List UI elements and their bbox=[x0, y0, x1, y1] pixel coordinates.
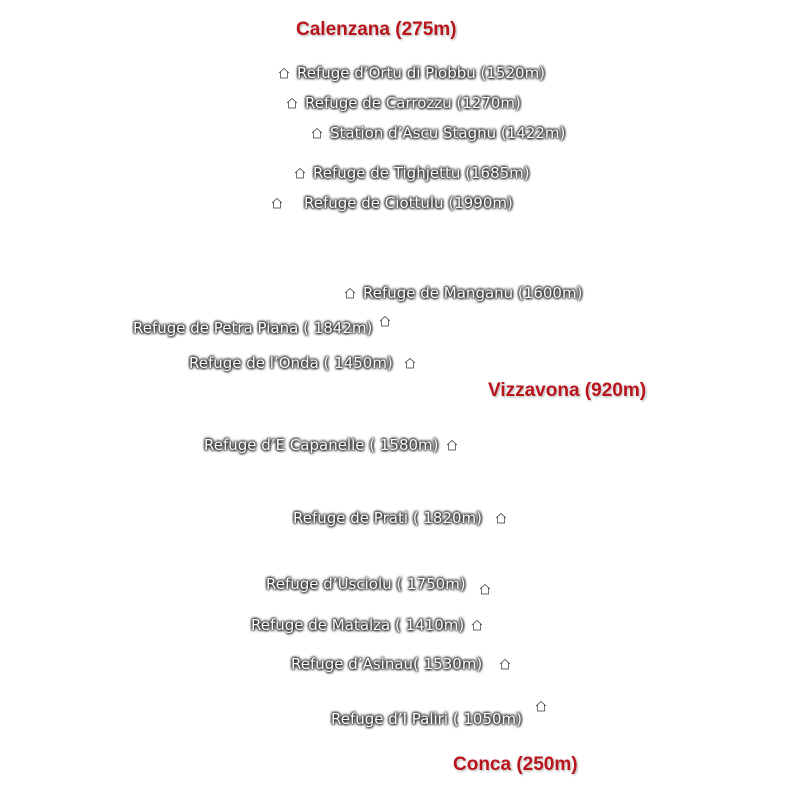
hut-icon bbox=[498, 657, 512, 671]
refuge-label: Refuge d’Asinau( 1530m) bbox=[291, 655, 483, 673]
hut-icon bbox=[343, 286, 357, 300]
refuge-label: Refuge de Matalza ( 1410m) bbox=[251, 616, 465, 634]
refuge-label: Refuge d’Ortu di Piobbu (1520m) bbox=[297, 64, 546, 82]
town-conca: Conca (250m) bbox=[453, 754, 578, 775]
hut-icon bbox=[285, 96, 299, 110]
hut-icon bbox=[293, 166, 307, 180]
hut-icon bbox=[270, 196, 284, 210]
refuge-usciolu bbox=[266, 575, 492, 593]
refuge-prati bbox=[293, 509, 508, 527]
refuge-asinau bbox=[291, 655, 512, 673]
refuge-label: Refuge de l’Onda ( 1450m) bbox=[189, 354, 393, 372]
hut-icon bbox=[277, 66, 291, 80]
refuge-label: Refuge de Carrozzu (1270m) bbox=[305, 94, 521, 112]
refuge-ciottulu bbox=[270, 194, 513, 212]
refuge-label: Refuge de Petra Piana ( 1842m) bbox=[133, 319, 373, 337]
town-vizzavona: Vizzavona (920m) bbox=[488, 380, 647, 401]
refuge-petra-piana bbox=[133, 314, 392, 337]
refuge-label: Refuge d’Usciolu ( 1750m) bbox=[266, 575, 466, 593]
refuge-manganu bbox=[343, 284, 582, 302]
refuge-label: Refuge de Tighjettu (1685m) bbox=[313, 164, 530, 182]
hut-icon bbox=[534, 699, 548, 713]
hut-icon bbox=[470, 618, 484, 632]
refuge-tighjettu bbox=[293, 164, 530, 182]
town-calenzana: Calenzana (275m) bbox=[296, 19, 457, 40]
hut-icon bbox=[310, 126, 324, 140]
refuge-label: Refuge d’I Paliri ( 1050m) bbox=[331, 710, 523, 728]
hut-icon bbox=[378, 314, 392, 328]
refuge-ascu-stagnu bbox=[310, 124, 565, 142]
hut-icon bbox=[403, 356, 417, 370]
refuge-label: Station d’Ascu Stagnu (1422m) bbox=[330, 124, 566, 142]
refuge-label: Refuge de Manganu (1600m) bbox=[363, 284, 583, 302]
refuge-e-capanelle bbox=[204, 436, 459, 454]
refuge-label: Refuge d’E Capanelle ( 1580m) bbox=[204, 436, 439, 454]
hut-icon bbox=[445, 438, 459, 452]
refuge-onda bbox=[189, 354, 417, 372]
refuge-ortu-di-piobbu bbox=[277, 64, 545, 82]
refuge-carrozzu bbox=[285, 94, 521, 112]
refuge-i-paliri bbox=[331, 699, 548, 728]
refuge-matalza bbox=[251, 616, 484, 634]
hut-icon bbox=[478, 582, 492, 596]
refuge-label: Refuge de Prati ( 1820m) bbox=[293, 509, 483, 527]
hut-icon bbox=[494, 511, 508, 525]
refuge-label: Refuge de Ciottulu (1990m) bbox=[304, 194, 513, 212]
